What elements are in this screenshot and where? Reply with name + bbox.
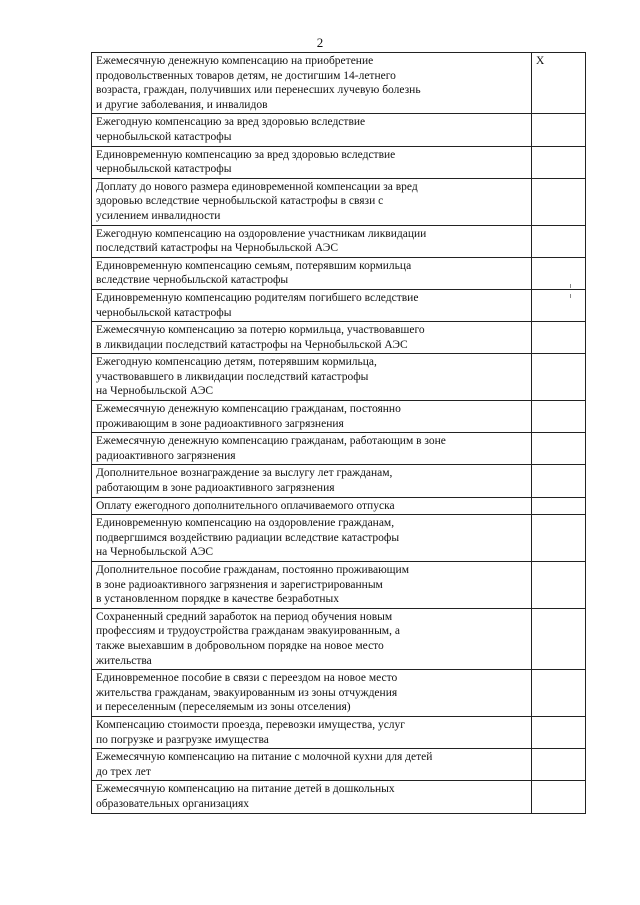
- table-row: [92, 225, 586, 257]
- description-line: Ежегодную компенсацию на оздоровление участникам ликвидации: [96, 227, 427, 240]
- table-row: [92, 178, 586, 225]
- description-line: возраста, граждан, получивших или перенесших лучевую болезнь: [96, 84, 421, 97]
- compensation-description-cell: [92, 562, 532, 609]
- description-line: чернобыльской катастрофы: [96, 130, 232, 143]
- description-line: Компенсацию стоимости проезда, перевозки имущества, услуг: [96, 718, 406, 731]
- compensation-description-cell: [92, 433, 532, 465]
- description-line: Ежемесячную денежную компенсацию гражданам, работающим в зоне: [96, 435, 446, 448]
- description-line: Ежемесячную компенсацию на питание с молочной кухни для детей: [96, 751, 433, 764]
- description-line: на Чернобыльской АЭС: [96, 546, 214, 559]
- description-line: Дополнительное вознаграждение за выслугу лет гражданам,: [96, 467, 393, 480]
- selection-mark-cell: [532, 178, 586, 225]
- description-line: и другие заболевания, и инвалидов: [96, 98, 268, 111]
- selection-mark-cell: [532, 114, 586, 146]
- compensation-description-cell: [92, 515, 532, 562]
- compensation-description-cell: [92, 146, 532, 178]
- compensation-description-cell: [92, 178, 532, 225]
- table-row: [92, 354, 586, 401]
- compensation-description-cell: [92, 114, 532, 146]
- table-row: [92, 433, 586, 465]
- description-line: проживающим в зоне радиоактивного загрязнения: [96, 417, 344, 430]
- description-line: и переселенным (переселяемым из зоны отселения): [96, 701, 351, 714]
- compensation-description-cell: [92, 257, 532, 289]
- description-line: по погрузке и разгрузке имущества: [96, 733, 269, 746]
- description-line: участвовавшего в ликвидации последствий катастрофы: [96, 370, 369, 383]
- table-row: [92, 515, 586, 562]
- description-line: Единовременную компенсацию семьям, потерявшим кормильца: [96, 259, 412, 272]
- selection-mark-cell: [532, 257, 586, 289]
- compensation-table: [91, 52, 586, 814]
- selection-mark-cell: [532, 562, 586, 609]
- selection-mark-cell: [532, 749, 586, 781]
- table-row: [92, 608, 586, 669]
- description-line: чернобыльской катастрофы: [96, 163, 232, 176]
- compensation-description-cell: [92, 53, 532, 114]
- description-line: чернобыльской катастрофы: [96, 306, 232, 319]
- compensation-description-cell: [92, 781, 532, 813]
- selection-mark-cell: [532, 515, 586, 562]
- table-row: [92, 716, 586, 748]
- table-row: [92, 497, 586, 515]
- compensation-description-cell: [92, 225, 532, 257]
- scan-mark: [570, 294, 571, 298]
- description-line: работающим в зоне радиоактивного загрязнения: [96, 482, 335, 495]
- page-number: 2: [316, 35, 324, 50]
- description-line: до трех лет: [96, 765, 151, 778]
- compensation-description-cell: [92, 608, 532, 669]
- description-line: последствий катастрофы на Чернобыльской АЭС: [96, 242, 338, 255]
- description-line: Дополнительное пособие гражданам, постоянно проживающим: [96, 564, 409, 576]
- description-line: здоровью вследствие чернобыльской катастрофы в связи с: [96, 195, 384, 208]
- description-line: Единовременную компенсацию за вред здоровью вследствие: [96, 148, 396, 161]
- table-row: [92, 257, 586, 289]
- selection-mark-cell: [532, 354, 586, 401]
- description-line: усилением инвалидности: [96, 209, 221, 222]
- description-line: Ежемесячную компенсацию за потерю кормильца, участвовавшего: [96, 324, 425, 337]
- selection-mark-cell: [532, 716, 586, 748]
- description-line: Ежемесячную денежную компенсацию гражданам, постоянно: [96, 403, 401, 416]
- scan-mark: [570, 284, 571, 288]
- description-line: Ежемесячную денежную компенсацию на приобретение: [96, 55, 374, 67]
- description-line: Единовременную компенсацию родителям погибшего вследствие: [96, 291, 419, 304]
- compensation-description-cell: [92, 497, 532, 515]
- description-line: Оплату ежегодного дополнительного оплачиваемого отпуска: [96, 499, 395, 512]
- description-line: образовательных организациях: [96, 797, 250, 810]
- description-line: продовольственных товаров детям, не достигшим 14-летнего: [96, 69, 396, 82]
- description-line: Доплату до нового размера единовременной компенсации за вред: [96, 180, 418, 193]
- compensation-description-cell: [92, 322, 532, 354]
- selection-mark-cell: [532, 781, 586, 813]
- selection-mark-cell: [532, 401, 586, 433]
- description-line: также выехавшим в добровольном порядке на новое место: [96, 639, 384, 652]
- description-line: профессиям и трудоустройства гражданам эвакуированным, а: [96, 625, 400, 638]
- description-line: жительства гражданам, эвакуированным из зоны отчуждения: [96, 686, 398, 699]
- selection-mark-cell: [532, 497, 586, 515]
- compensation-description-cell: [92, 354, 532, 401]
- description-line: в установленном порядке в качестве безработных: [96, 593, 339, 606]
- table-row: [92, 562, 586, 609]
- selection-mark-cell: [532, 670, 586, 717]
- selection-mark-cell: [532, 53, 586, 114]
- description-line: подвергшимся воздействию радиации вследствие катастрофы: [96, 531, 400, 544]
- compensation-description-cell: [92, 465, 532, 497]
- table-row: [92, 53, 586, 114]
- table-row: [92, 146, 586, 178]
- selection-mark: X: [536, 55, 545, 67]
- table-row: [92, 781, 586, 813]
- selection-mark-cell: [532, 608, 586, 669]
- description-line: Единовременную компенсацию на оздоровление гражданам,: [96, 517, 395, 530]
- table-body: [92, 53, 586, 814]
- description-line: вследствие чернобыльской катастрофы: [96, 274, 289, 287]
- table-row: [92, 401, 586, 433]
- description-line: на Чернобыльской АЭС: [96, 385, 214, 398]
- table-row: [92, 465, 586, 497]
- compensation-description-cell: [92, 401, 532, 433]
- table-row: [92, 289, 586, 321]
- table-row: [92, 670, 586, 717]
- description-line: Ежегодную компенсацию за вред здоровью вследствие: [96, 116, 366, 129]
- compensation-description-cell: [92, 670, 532, 717]
- selection-mark-cell: [532, 433, 586, 465]
- compensation-description-cell: [92, 716, 532, 748]
- table-row: [92, 749, 586, 781]
- description-line: Единовременное пособие в связи с переездом на новое место: [96, 672, 398, 685]
- selection-mark-cell: [532, 289, 586, 321]
- compensation-description-cell: [92, 289, 532, 321]
- description-line: жительства: [96, 654, 152, 667]
- description-line: Сохраненный средний заработок на период обучения новым: [96, 610, 393, 623]
- table-row: [92, 322, 586, 354]
- description-line: в зоне радиоактивного загрязнения и зарегистрированным: [96, 578, 383, 591]
- description-line: в ликвидации последствий катастрофы на Чернобыльской АЭС: [96, 338, 408, 351]
- table-row: [92, 114, 586, 146]
- description-line: радиоактивного загрязнения: [96, 449, 236, 462]
- selection-mark-cell: [532, 146, 586, 178]
- description-line: Ежегодную компенсацию детям, потерявшим кормильца,: [96, 356, 377, 369]
- selection-mark-cell: [532, 322, 586, 354]
- description-line: Ежемесячную компенсацию на питание детей в дошкольных: [96, 783, 395, 796]
- selection-mark-cell: [532, 465, 586, 497]
- selection-mark-cell: [532, 225, 586, 257]
- compensation-description-cell: [92, 749, 532, 781]
